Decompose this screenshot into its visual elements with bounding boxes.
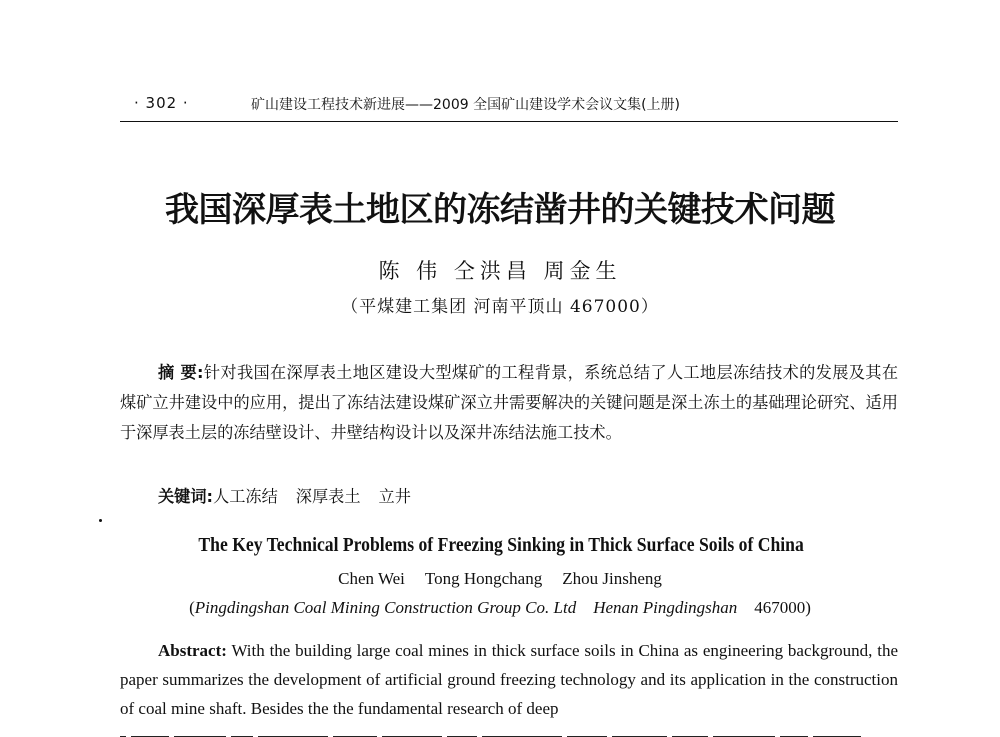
- chinese-abstract-label: 摘 要:: [158, 363, 204, 382]
- chinese-affiliation: （平煤建工集团 河南平顶山 467000）: [341, 297, 659, 317]
- affiliation-organization: Pingdingshan Coal Mining Construction Group Co. Ltd: [194, 598, 577, 617]
- chinese-abstract-text: 针对我国在深厚表土地区建设大型煤矿的工程背景，系统总结了人工地层冻结技术的发展及其在煤矿立井建设中的应用，提出了冻结法建设煤矿深立井需要解决的关键问题是深土冻土的基础理论研究、适用于深厚表土层的冻结壁设计、井壁结构设计以及深井冻结法施工技术。: [120, 363, 899, 442]
- chinese-keywords-label: 关键词:: [158, 487, 214, 506]
- chinese-title: 我国深厚表土地区的冻结凿井的关键技术问题: [165, 190, 835, 230]
- english-author: Tong Hongchang: [424, 569, 543, 588]
- header-rule: [120, 121, 898, 122]
- cut-off-text-line: [120, 728, 898, 737]
- scan-speck: [99, 519, 102, 522]
- english-author: Zhou Jinsheng: [562, 569, 662, 588]
- affiliation-zip: 467000): [754, 598, 811, 617]
- english-author: Chen Wei: [338, 569, 405, 588]
- english-title: The Key Technical Problems of Freezing Sinking in Thick Surface Soils of China: [198, 534, 804, 556]
- running-header: [120, 93, 898, 115]
- english-abstract: [120, 636, 898, 723]
- english-abstract-label: Abstract:: [158, 641, 227, 660]
- english-authors: [0, 569, 1000, 589]
- english-abstract-text: With the building large coal mines in thick surface soils in China as engineering background, the paper summarizes the development of artificial ground freezing technology and its application in the construction of coal mine shaft. Besides the the fundamental research of deep: [120, 641, 898, 718]
- affiliation-open-paren: (: [189, 598, 195, 617]
- chinese-keywords: [158, 483, 429, 507]
- keyword: 深厚表土: [295, 487, 361, 506]
- keyword: 立井: [378, 487, 411, 506]
- english-affiliation: [0, 598, 1000, 618]
- keyword: 人工冻结: [213, 487, 278, 506]
- affiliation-place: Henan Pingdingshan: [593, 598, 738, 617]
- page-number: · 302 ·: [134, 94, 189, 112]
- chinese-authors: 陈 伟 仝洪昌 周金生: [378, 259, 622, 283]
- chinese-abstract: [120, 358, 898, 448]
- running-title: 矿山建设工程技术新进展——2009 全国矿山建设学术会议文集(上册): [251, 97, 681, 113]
